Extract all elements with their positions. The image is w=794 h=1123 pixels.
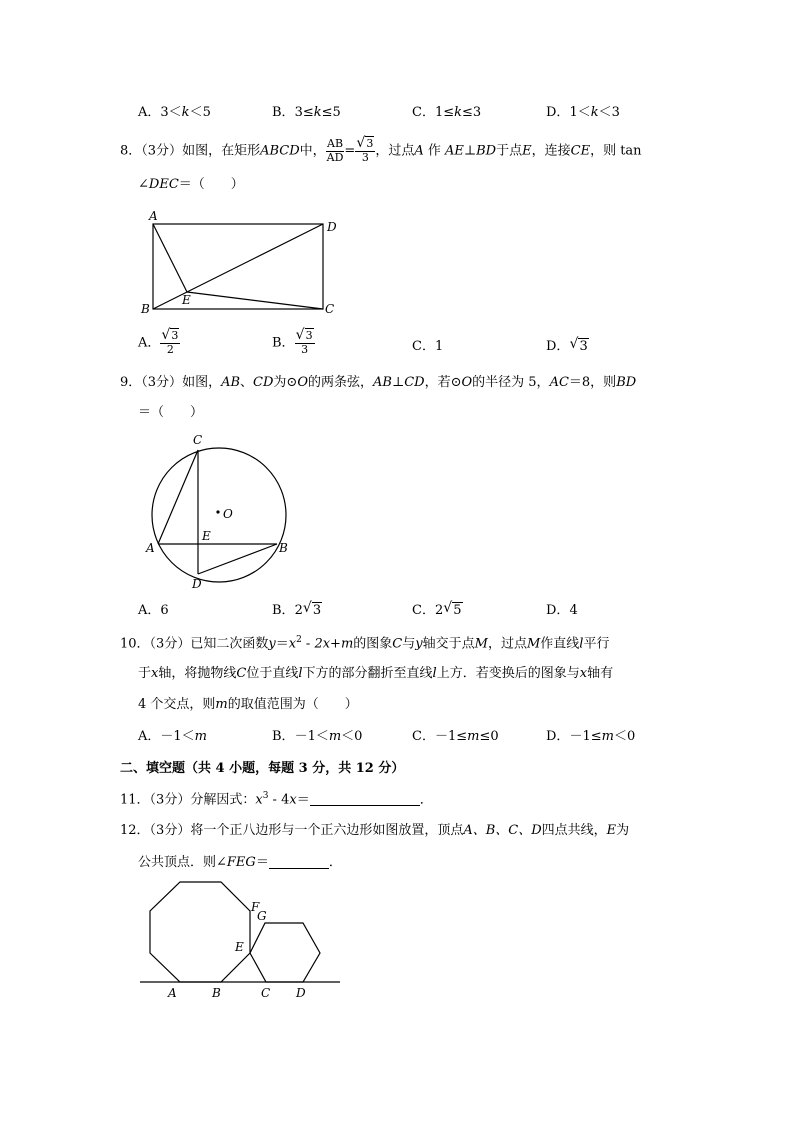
segment-ce xyxy=(187,292,323,309)
label-d: D xyxy=(296,986,306,1000)
q8-rectangle-figure xyxy=(140,205,345,315)
q10-stem-line3: 4 个交点，则m的取值范围为（ ） xyxy=(138,697,358,712)
center-point xyxy=(216,510,219,513)
sqrt-symbol: √ 3 xyxy=(302,600,322,618)
section-heading: 二、填空题（共 4 小题，每题 3 分，共 12 分） xyxy=(120,761,405,776)
label-a: A xyxy=(146,541,155,555)
sqrt-symbol: √ 3 xyxy=(356,135,374,151)
q9-stem-line1: 9．（3分）如图，AB、CD为⊙O的两条弦，AB⊥CD，若⊙O的半径为 5，AC＝8，则BD xyxy=(120,375,637,390)
q8-sqrt-fraction: √ 3 3 xyxy=(356,135,374,164)
label-a: A xyxy=(149,209,158,223)
label-c: C xyxy=(193,433,203,447)
q8-option-d: D． √ 3 xyxy=(546,336,588,354)
q10-option-b: B．－1＜m＜0 xyxy=(272,729,363,744)
answer-blank[interactable] xyxy=(310,793,420,806)
label-e: E xyxy=(182,293,191,307)
q9-option-d: D．4 xyxy=(546,603,578,618)
q12-polygons-figure xyxy=(140,878,345,1002)
q8-stem-line2: ∠DEC＝（ ） xyxy=(138,177,244,192)
sqrt-symbol: √ 3 xyxy=(161,327,179,343)
circle-o xyxy=(152,448,286,582)
q12-stem-line2: 公共顶点．则∠FEG＝ ． xyxy=(138,855,342,870)
q10-option-d: D．－1≤m＜0 xyxy=(546,729,636,744)
sqrt-symbol: √ 3 xyxy=(295,327,313,343)
q10-option-c: C．－1≤m≤0 xyxy=(412,729,499,744)
regular-octagon xyxy=(150,882,250,982)
q8-ratio-fraction: $\frac{AB}{AD}$ xyxy=(326,137,344,164)
q9-option-b: B．2 √ 3 xyxy=(272,600,322,618)
q10-stem-line1: 10．（3分）已知二次函数$y=x^2 - 2x+m$的图象C与y轴交于点M，过点M作直线l平行 xyxy=(120,635,610,652)
q7-option-c: C．1≤k≤3 xyxy=(412,105,482,120)
q8-option-a: A． √ 3 2 xyxy=(138,327,179,356)
q8-option-c: C．1 xyxy=(412,339,444,354)
answer-blank[interactable] xyxy=(269,856,329,869)
label-c: C xyxy=(261,986,271,1000)
segment-ae xyxy=(153,224,187,292)
q9-option-a: A．6 xyxy=(138,603,169,618)
label-d: D xyxy=(327,220,337,234)
q12-stem-line1: 12．（3分）将一个正八边形与一个正六边形如图放置，顶点A、B、C、D四点共线，E为 xyxy=(120,823,630,838)
q8-option-b: B． √ 3 3 xyxy=(272,327,313,356)
label-g: G xyxy=(257,909,267,923)
q7-option-a: A．3＜k＜5 xyxy=(138,105,211,120)
q8-stem-line1: 8．（3分）如图，在矩形ABCD中， $\frac{AB}{AD}$ = √ 3 3 ，过点A 作 AE⊥BD于点E，连接CE，则 tan xyxy=(120,135,642,164)
label-e: E xyxy=(202,529,211,543)
label-b: B xyxy=(141,302,150,315)
sqrt-symbol: √ 3 xyxy=(569,336,588,354)
segment-ac xyxy=(158,450,198,544)
q11-stem: 11．（3分）分解因式：$x^3 - 4x=$ ． xyxy=(120,791,433,808)
q10-option-a: A．－1＜m xyxy=(138,729,207,744)
label-b: B xyxy=(279,541,288,555)
label-a: A xyxy=(168,986,177,1000)
label-c: C xyxy=(325,302,335,315)
label-f: F xyxy=(251,900,260,914)
q9-circle-figure xyxy=(140,430,300,596)
q9-option-c: C．2 √ 5 xyxy=(412,600,462,618)
q10-stem-line2: 于x轴，将抛物线C位于直线l下方的部分翻折至直线l上方．若变换后的图象与x轴有 xyxy=(138,666,614,681)
sqrt-symbol: √ 5 xyxy=(443,600,462,618)
diagonal-bd xyxy=(153,224,323,309)
label-o: O xyxy=(223,507,233,521)
segment-bd xyxy=(198,544,277,574)
label-d: D xyxy=(192,577,202,591)
q7-option-b: B．3≤k≤5 xyxy=(272,105,341,120)
q9-stem-line2: ＝（ ） xyxy=(138,405,204,420)
label-b: B xyxy=(212,986,221,1000)
regular-hexagon xyxy=(250,923,320,982)
label-e: E xyxy=(235,940,244,954)
q7-option-d: D．1＜k＜3 xyxy=(546,105,620,120)
